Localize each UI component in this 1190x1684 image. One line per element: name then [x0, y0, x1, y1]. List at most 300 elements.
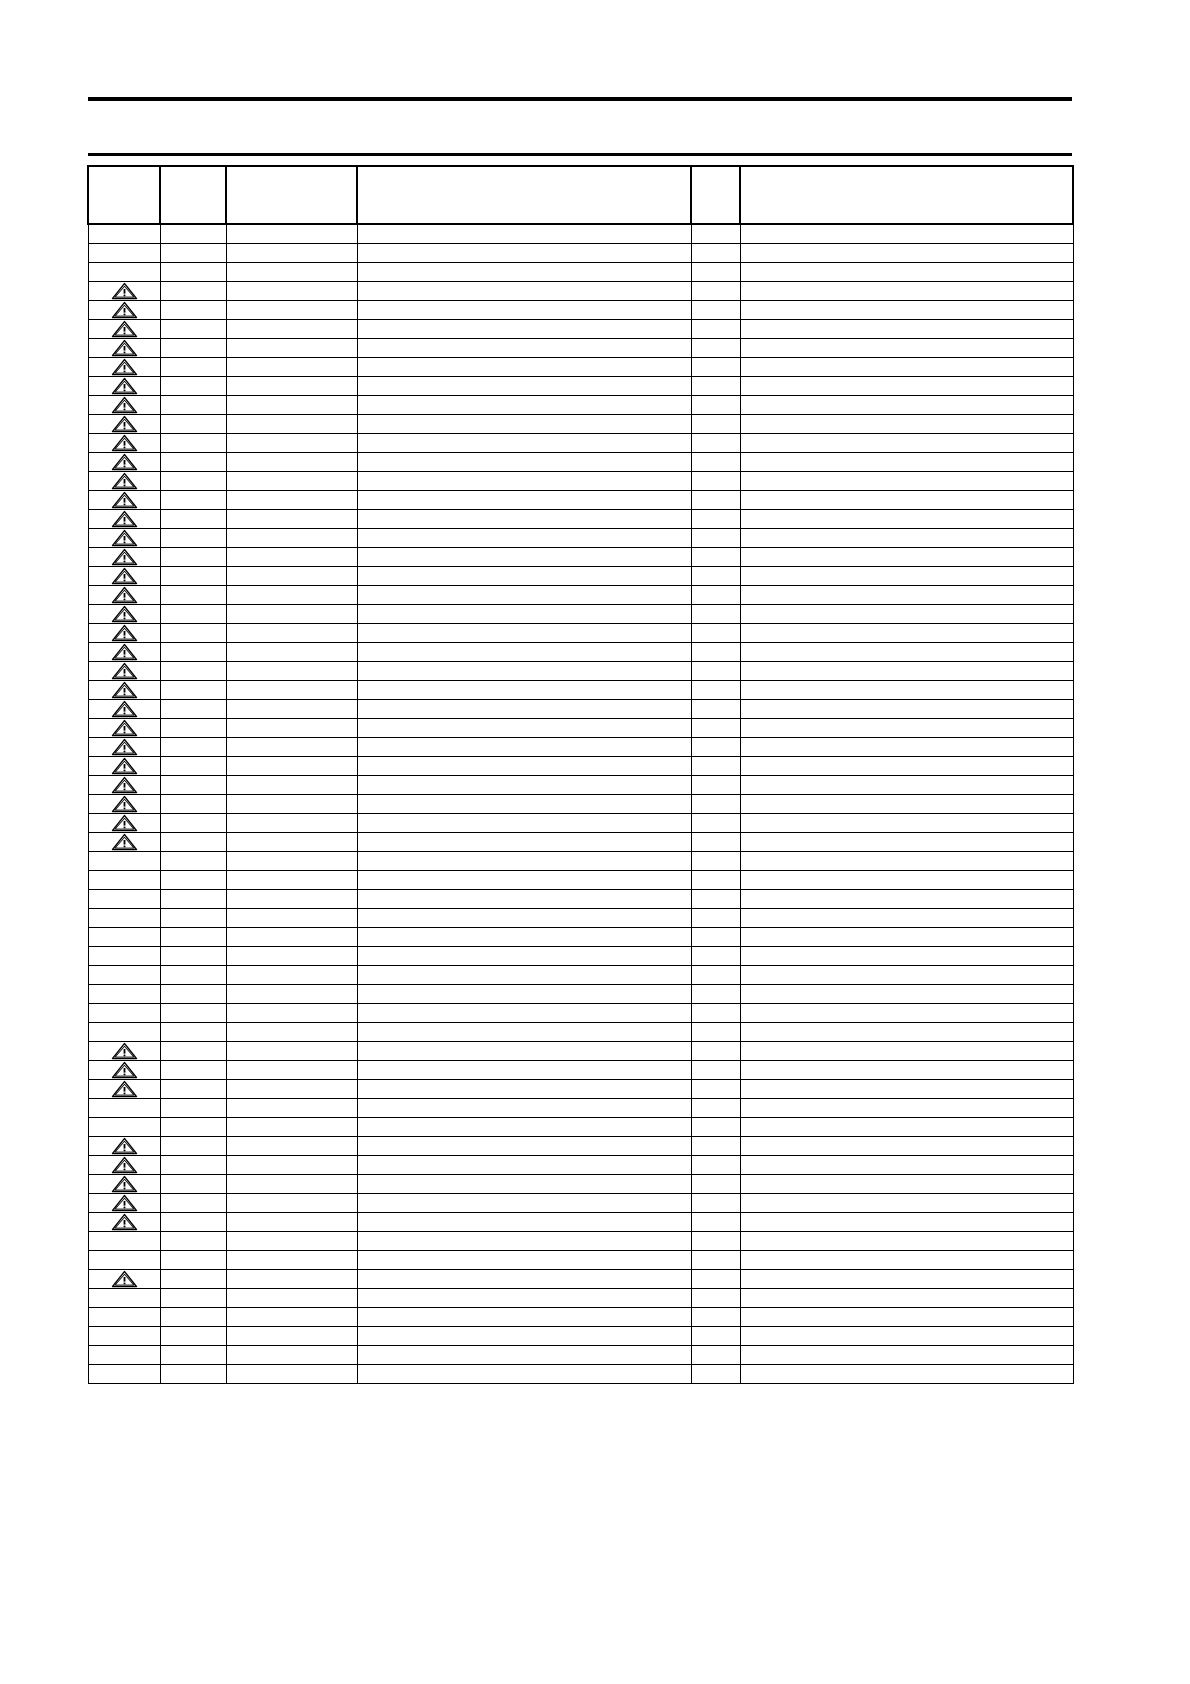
table-cell	[357, 548, 691, 567]
table-cell	[357, 415, 691, 434]
warning-triangle-icon	[111, 529, 138, 547]
table-cell	[226, 529, 357, 548]
table-cell	[691, 224, 740, 244]
table-row	[88, 1365, 1073, 1384]
table-cell	[88, 985, 160, 1004]
table-cell	[740, 719, 1073, 738]
table-cell	[160, 1365, 226, 1384]
table-cell	[88, 510, 160, 529]
table-row	[88, 1270, 1073, 1289]
table-cell	[88, 1213, 160, 1232]
table-cell	[88, 377, 160, 396]
table-cell	[226, 263, 357, 282]
table-cell	[88, 358, 160, 377]
table-body	[88, 224, 1073, 1384]
table-cell	[160, 1270, 226, 1289]
table-cell	[226, 1194, 357, 1213]
table-cell	[357, 1080, 691, 1099]
table-cell	[88, 1289, 160, 1308]
table-cell	[88, 1042, 160, 1061]
table-cell	[88, 1175, 160, 1194]
table-cell	[226, 947, 357, 966]
table-cell	[226, 1365, 357, 1384]
warning-triangle-icon	[111, 301, 138, 319]
table-cell	[691, 1251, 740, 1270]
table-cell	[691, 320, 740, 339]
table-cell	[160, 852, 226, 871]
table-cell	[160, 966, 226, 985]
table-cell	[691, 909, 740, 928]
table-cell	[88, 757, 160, 776]
table-cell	[740, 1213, 1073, 1232]
table-cell	[88, 282, 160, 301]
table-row	[88, 1118, 1073, 1137]
table-cell	[226, 510, 357, 529]
warning-triangle-icon	[111, 453, 138, 471]
table-cell	[226, 434, 357, 453]
table-cell	[226, 1004, 357, 1023]
table-cell	[160, 624, 226, 643]
table-cell	[226, 814, 357, 833]
table-cell	[691, 814, 740, 833]
header-cell-2	[160, 166, 226, 224]
table-cell	[357, 1175, 691, 1194]
table-cell	[88, 472, 160, 491]
table-cell	[357, 358, 691, 377]
table-cell	[160, 757, 226, 776]
table-cell	[357, 814, 691, 833]
table-cell	[357, 681, 691, 700]
table-cell	[357, 776, 691, 795]
table-cell	[691, 757, 740, 776]
table-cell	[160, 1042, 226, 1061]
warning-triangle-icon	[111, 814, 138, 832]
table-row	[88, 947, 1073, 966]
table-row	[88, 1289, 1073, 1308]
warning-triangle-icon	[111, 757, 138, 775]
table-cell	[740, 396, 1073, 415]
table-cell	[691, 1080, 740, 1099]
table-cell	[226, 643, 357, 662]
table-cell	[88, 224, 160, 244]
table-cell	[740, 415, 1073, 434]
table-cell	[160, 415, 226, 434]
table-cell	[740, 1137, 1073, 1156]
warning-triangle-icon	[111, 776, 138, 794]
table-cell	[691, 700, 740, 719]
table-cell	[160, 396, 226, 415]
table-cell	[226, 795, 357, 814]
table-row	[88, 510, 1073, 529]
table-cell	[226, 1232, 357, 1251]
table-cell	[740, 776, 1073, 795]
table-cell	[88, 1251, 160, 1270]
warning-triangle-icon	[111, 415, 138, 433]
table-cell	[160, 1023, 226, 1042]
table-cell	[357, 1004, 691, 1023]
table-row	[88, 624, 1073, 643]
table-row	[88, 1042, 1073, 1061]
table-cell	[691, 643, 740, 662]
table-cell	[740, 833, 1073, 852]
table-row	[88, 1156, 1073, 1175]
table-cell	[357, 700, 691, 719]
parts-table	[87, 165, 1074, 1384]
table-cell	[160, 1251, 226, 1270]
table-cell	[357, 662, 691, 681]
table-cell	[357, 1213, 691, 1232]
table-cell	[691, 377, 740, 396]
table-cell	[357, 833, 691, 852]
table-cell	[88, 776, 160, 795]
table-cell	[160, 814, 226, 833]
table-row	[88, 871, 1073, 890]
table-cell	[740, 510, 1073, 529]
table-cell	[88, 567, 160, 586]
table-cell	[226, 776, 357, 795]
warning-triangle-icon	[111, 472, 138, 490]
table-cell	[226, 415, 357, 434]
table-cell	[160, 1232, 226, 1251]
table-cell	[691, 871, 740, 890]
table-row	[88, 434, 1073, 453]
table-cell	[740, 1061, 1073, 1080]
table-cell	[357, 928, 691, 947]
table-cell	[740, 662, 1073, 681]
table-cell	[226, 358, 357, 377]
table-cell	[691, 1023, 740, 1042]
table-cell	[691, 491, 740, 510]
table-cell	[357, 434, 691, 453]
table-cell	[88, 1232, 160, 1251]
table-cell	[226, 1346, 357, 1365]
table-row	[88, 1308, 1073, 1327]
table-cell	[691, 928, 740, 947]
table-cell	[160, 662, 226, 681]
table-cell	[357, 1118, 691, 1137]
table-cell	[740, 814, 1073, 833]
table-cell	[226, 624, 357, 643]
table-cell	[740, 1099, 1073, 1118]
table-cell	[691, 263, 740, 282]
table-cell	[88, 1308, 160, 1327]
table-cell	[357, 510, 691, 529]
table-cell	[88, 662, 160, 681]
table-cell	[740, 1346, 1073, 1365]
table-row	[88, 358, 1073, 377]
table-cell	[691, 586, 740, 605]
table-cell	[740, 529, 1073, 548]
table-cell	[691, 396, 740, 415]
table-cell	[357, 1042, 691, 1061]
table-row	[88, 852, 1073, 871]
table-cell	[740, 624, 1073, 643]
table-cell	[357, 301, 691, 320]
table-cell	[88, 1118, 160, 1137]
table-row	[88, 396, 1073, 415]
table-row	[88, 263, 1073, 282]
table-cell	[740, 1118, 1073, 1137]
table-cell	[357, 244, 691, 263]
table-cell	[740, 1004, 1073, 1023]
table-row	[88, 1004, 1073, 1023]
table-cell	[226, 548, 357, 567]
table-cell	[88, 396, 160, 415]
table-cell	[160, 719, 226, 738]
table-cell	[691, 890, 740, 909]
table-cell	[357, 985, 691, 1004]
table-cell	[88, 453, 160, 472]
table-cell	[740, 282, 1073, 301]
table-row	[88, 1099, 1073, 1118]
warning-triangle-icon	[111, 738, 138, 756]
table-cell	[88, 1156, 160, 1175]
table-cell	[691, 1194, 740, 1213]
table-cell	[226, 377, 357, 396]
table-cell	[740, 586, 1073, 605]
table-cell	[88, 1080, 160, 1099]
table-cell	[160, 795, 226, 814]
header-cell-5	[691, 166, 740, 224]
table-row	[88, 529, 1073, 548]
table-cell	[226, 852, 357, 871]
table-cell	[691, 510, 740, 529]
warning-triangle-icon	[111, 624, 138, 642]
table-cell	[226, 719, 357, 738]
table-cell	[226, 396, 357, 415]
table-cell	[740, 263, 1073, 282]
header-cell-1	[88, 166, 160, 224]
table-cell	[160, 529, 226, 548]
table-cell	[88, 339, 160, 358]
table-cell	[691, 567, 740, 586]
table-cell	[160, 1308, 226, 1327]
warning-triangle-icon	[111, 833, 138, 851]
table-cell	[740, 320, 1073, 339]
table-cell	[740, 1251, 1073, 1270]
warning-triangle-icon	[111, 510, 138, 528]
table-cell	[160, 377, 226, 396]
table-cell	[226, 738, 357, 757]
table-cell	[160, 1118, 226, 1137]
table-cell	[160, 909, 226, 928]
table-row	[88, 301, 1073, 320]
table-cell	[740, 1270, 1073, 1289]
warning-triangle-icon	[111, 681, 138, 699]
table-cell	[740, 700, 1073, 719]
table-cell	[88, 415, 160, 434]
header-cell-3	[226, 166, 357, 224]
table-cell	[740, 1308, 1073, 1327]
table-cell	[160, 890, 226, 909]
table-row	[88, 662, 1073, 681]
table-cell	[226, 1137, 357, 1156]
warning-triangle-icon	[111, 1156, 138, 1174]
warning-triangle-icon	[111, 567, 138, 585]
table-cell	[357, 1327, 691, 1346]
table-cell	[357, 852, 691, 871]
table-cell	[691, 358, 740, 377]
table-row	[88, 1232, 1073, 1251]
table-cell	[357, 1232, 691, 1251]
table-cell	[88, 1099, 160, 1118]
table-cell	[160, 510, 226, 529]
table-cell	[226, 472, 357, 491]
table-cell	[88, 434, 160, 453]
warning-triangle-icon	[111, 605, 138, 623]
table-cell	[88, 909, 160, 928]
table-cell	[160, 491, 226, 510]
warning-triangle-icon	[111, 1080, 138, 1098]
table-row	[88, 320, 1073, 339]
table-row	[88, 966, 1073, 985]
table-cell	[691, 548, 740, 567]
table-row	[88, 757, 1073, 776]
table-cell	[740, 1194, 1073, 1213]
table-cell	[226, 586, 357, 605]
table-cell	[357, 947, 691, 966]
table-cell	[691, 453, 740, 472]
table-cell	[357, 1308, 691, 1327]
table-cell	[740, 377, 1073, 396]
header-cell-6	[740, 166, 1073, 224]
table-cell	[691, 282, 740, 301]
table-cell	[357, 529, 691, 548]
table-row	[88, 605, 1073, 624]
table-cell	[357, 586, 691, 605]
table-cell	[740, 1365, 1073, 1384]
table-row	[88, 1080, 1073, 1099]
table-cell	[226, 1213, 357, 1232]
table-cell	[160, 1346, 226, 1365]
table-cell	[357, 1156, 691, 1175]
table-cell	[691, 1213, 740, 1232]
table-cell	[357, 282, 691, 301]
table-cell	[357, 909, 691, 928]
table-cell	[226, 1327, 357, 1346]
table-row	[88, 224, 1073, 244]
table-cell	[740, 1023, 1073, 1042]
table-cell	[88, 1061, 160, 1080]
table-cell	[226, 224, 357, 244]
warning-triangle-icon	[111, 1137, 138, 1155]
table-cell	[160, 643, 226, 662]
table-cell	[160, 1289, 226, 1308]
table-cell	[740, 852, 1073, 871]
table-cell	[88, 1327, 160, 1346]
table-cell	[88, 1270, 160, 1289]
table-cell	[160, 700, 226, 719]
table-row	[88, 282, 1073, 301]
table-cell	[88, 244, 160, 263]
table-cell	[226, 1156, 357, 1175]
table-cell	[740, 757, 1073, 776]
table-cell	[226, 244, 357, 263]
table-cell	[88, 263, 160, 282]
warning-triangle-icon	[111, 700, 138, 718]
table-cell	[160, 567, 226, 586]
table-cell	[691, 681, 740, 700]
table-cell	[160, 1194, 226, 1213]
table-cell	[357, 719, 691, 738]
table-row	[88, 985, 1073, 1004]
table-cell	[740, 491, 1073, 510]
table-cell	[691, 434, 740, 453]
table-cell	[740, 453, 1073, 472]
warning-triangle-icon	[111, 491, 138, 509]
table-header-row	[88, 166, 1073, 224]
table-cell	[226, 1118, 357, 1137]
table-cell	[226, 453, 357, 472]
warning-triangle-icon	[111, 1042, 138, 1060]
table-cell	[691, 1004, 740, 1023]
table-cell	[691, 662, 740, 681]
table-cell	[160, 320, 226, 339]
table-row	[88, 1346, 1073, 1365]
table-cell	[691, 472, 740, 491]
table-cell	[226, 301, 357, 320]
table-cell	[740, 605, 1073, 624]
table-row	[88, 491, 1073, 510]
table-cell	[88, 681, 160, 700]
warning-triangle-icon	[111, 1194, 138, 1212]
table-cell	[226, 1289, 357, 1308]
table-row	[88, 776, 1073, 795]
table-cell	[740, 434, 1073, 453]
table-cell	[88, 852, 160, 871]
table-cell	[740, 339, 1073, 358]
table-cell	[160, 1004, 226, 1023]
table-cell	[160, 358, 226, 377]
table-cell	[160, 1137, 226, 1156]
table-cell	[88, 491, 160, 510]
warning-triangle-icon	[111, 358, 138, 376]
table-row	[88, 377, 1073, 396]
table-cell	[691, 1118, 740, 1137]
table-cell	[740, 947, 1073, 966]
warning-triangle-icon	[111, 662, 138, 680]
table-cell	[160, 586, 226, 605]
warning-triangle-icon	[111, 586, 138, 604]
table-cell	[226, 491, 357, 510]
table-cell	[226, 605, 357, 624]
table-cell	[357, 738, 691, 757]
warning-triangle-icon	[111, 643, 138, 661]
table-row	[88, 415, 1073, 434]
table-cell	[691, 738, 740, 757]
table-cell	[160, 1080, 226, 1099]
table-cell	[691, 719, 740, 738]
table-row	[88, 719, 1073, 738]
warning-triangle-icon	[111, 1270, 138, 1288]
table-cell	[160, 1156, 226, 1175]
table-cell	[226, 1270, 357, 1289]
header-cell-4	[357, 166, 691, 224]
table-cell	[226, 1099, 357, 1118]
warning-triangle-icon	[111, 1061, 138, 1079]
table-cell	[88, 795, 160, 814]
table-cell	[357, 1365, 691, 1384]
table-cell	[740, 548, 1073, 567]
table-cell	[160, 681, 226, 700]
table-cell	[88, 624, 160, 643]
table-cell	[88, 1023, 160, 1042]
warning-triangle-icon	[111, 282, 138, 300]
table-cell	[357, 320, 691, 339]
table-cell	[88, 586, 160, 605]
table-cell	[740, 738, 1073, 757]
table-cell	[740, 1289, 1073, 1308]
